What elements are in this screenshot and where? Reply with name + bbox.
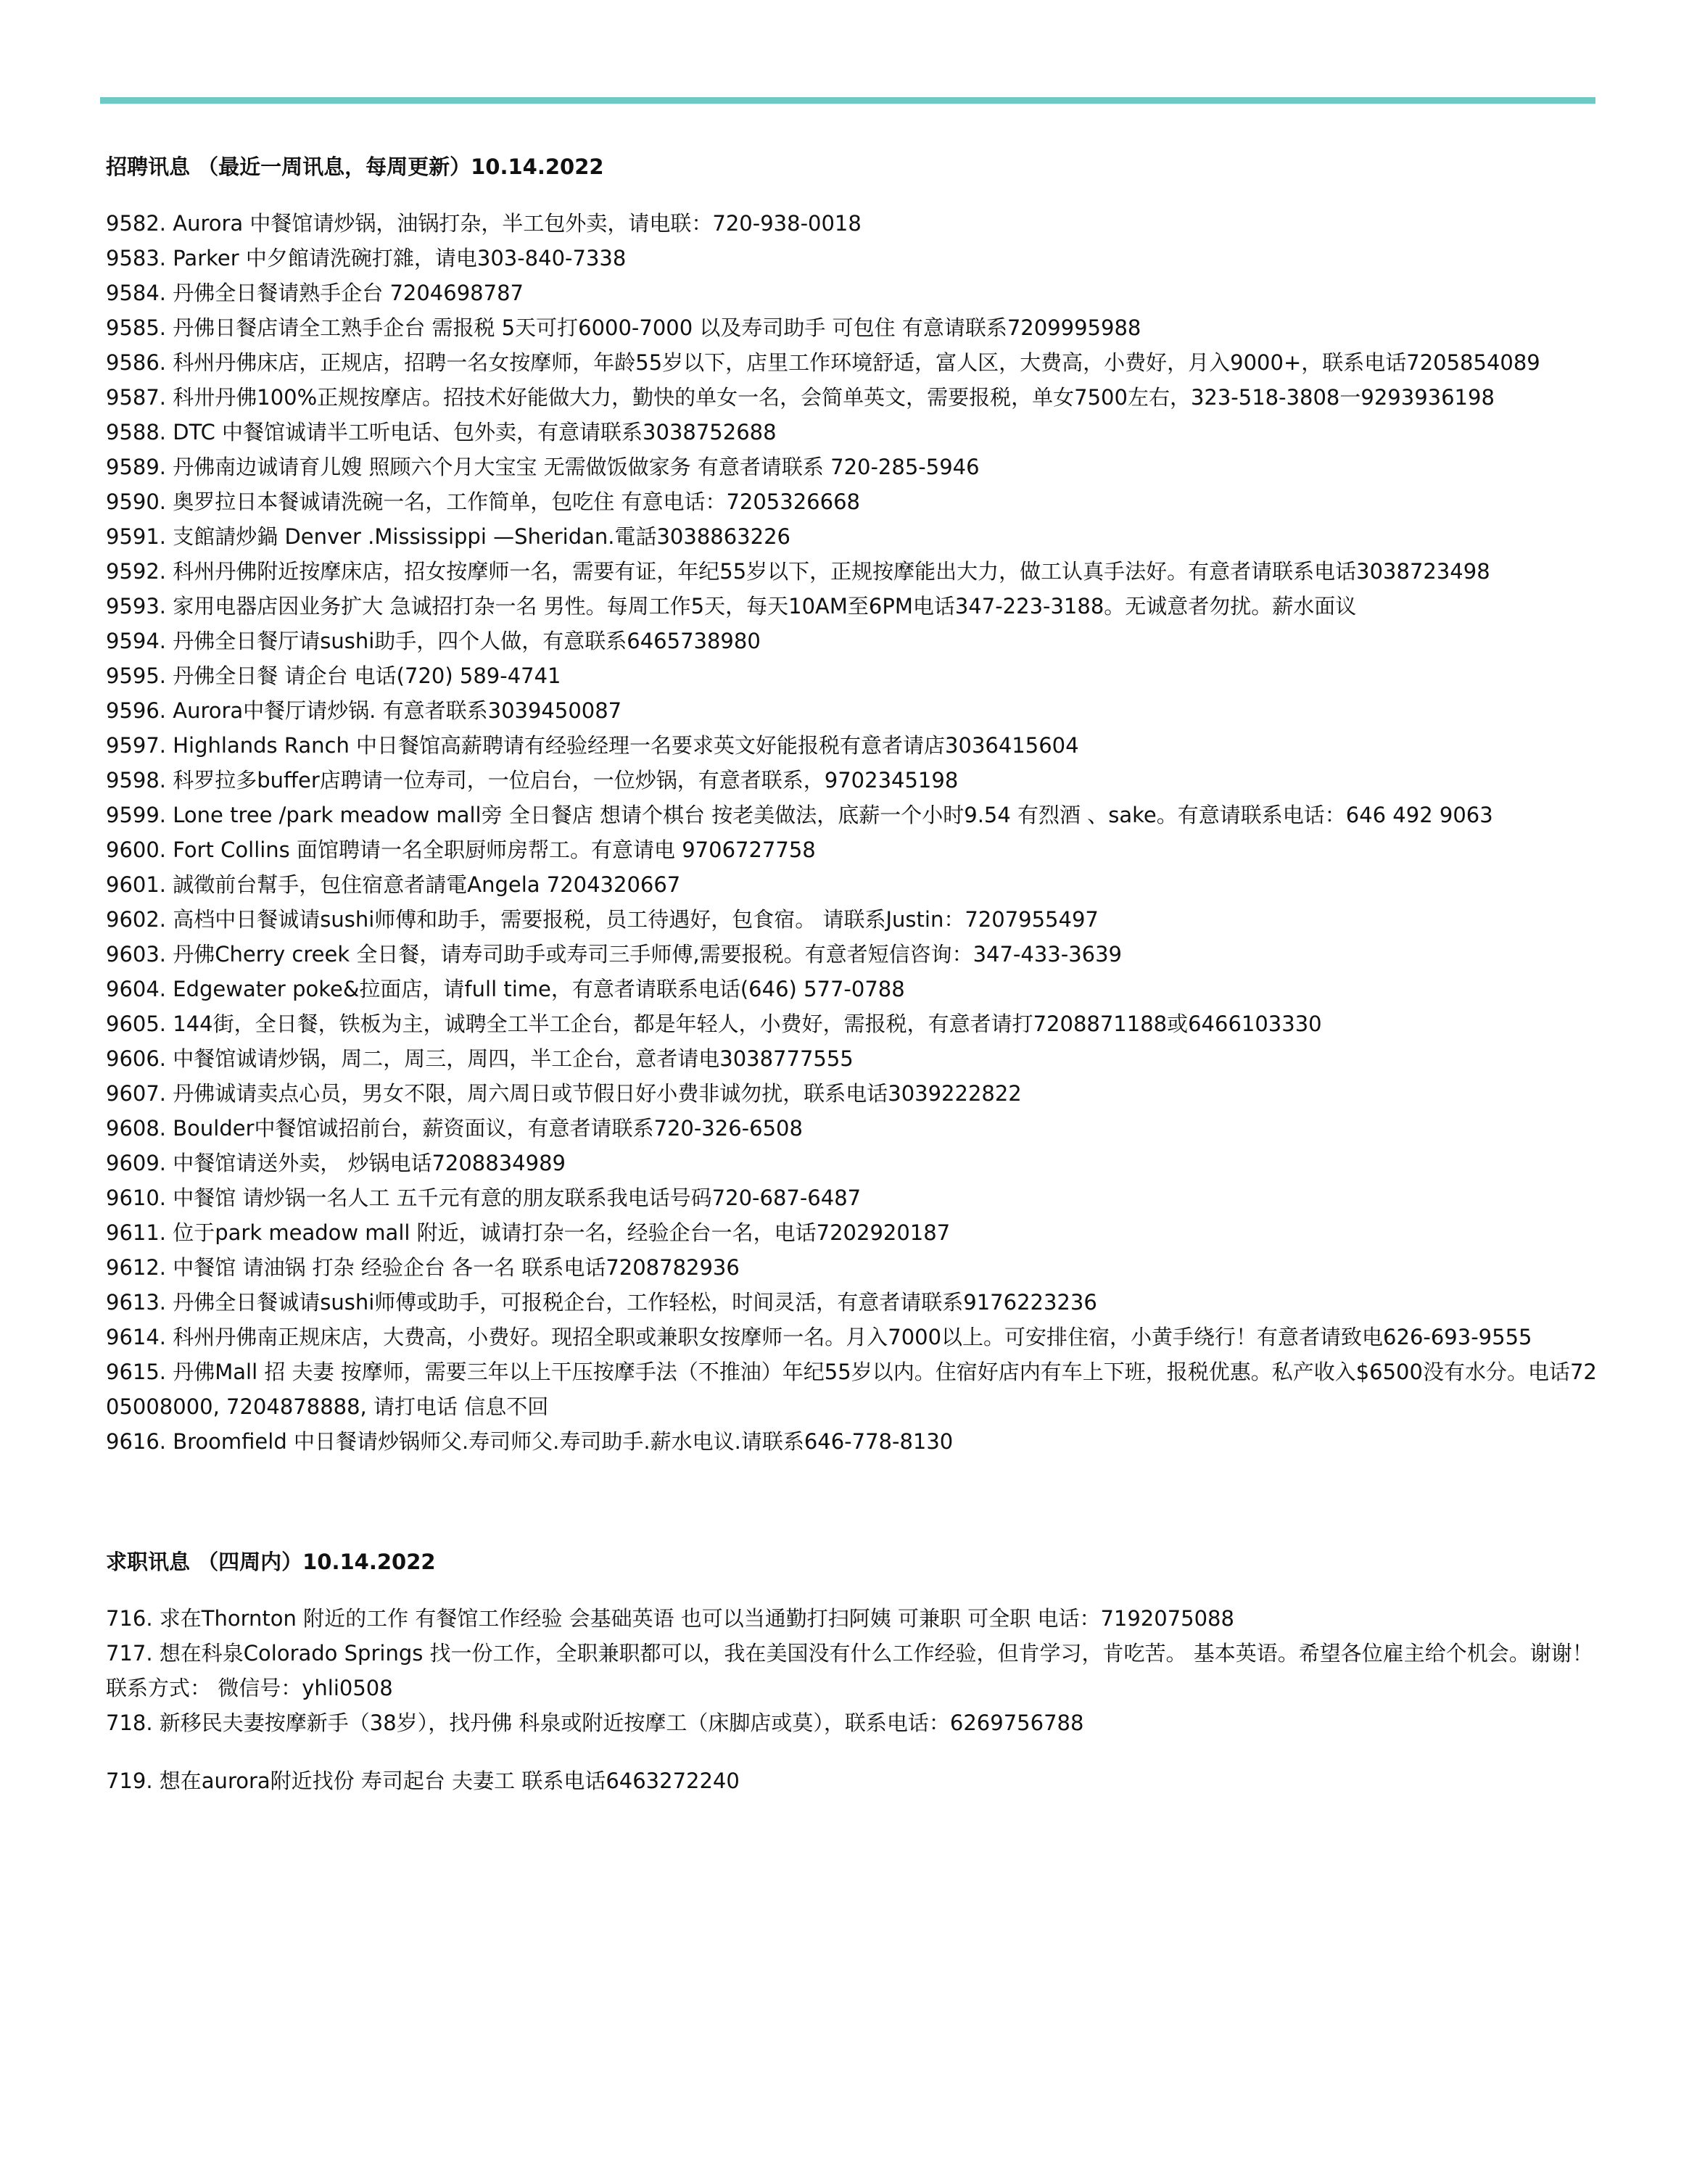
list-item: 719. 想在aurora附近找份 寿司起台 夫妻工 联系电话6463272240 — [106, 1769, 740, 1793]
section-gap — [106, 1459, 1600, 1547]
top-divider — [100, 97, 1595, 104]
list-item: 9616. Broomfield 中日餐请炒锅师父.寿司师父.寿司助手.薪水电议.请联系646-778-8130 — [106, 1429, 954, 1454]
list-item: 9601. 誠徵前台幫手，包住宿意者請電Angela 7204320667 — [106, 872, 681, 897]
list-item: 9594. 丹佛全日餐厅请sushi助手，四个人做，有意联系6465738980 — [106, 629, 761, 653]
list-item: 9590. 奥罗拉日本餐诚请洗碗一名，工作简单，包吃住 有意电话：7205326668 — [106, 489, 860, 514]
list-item: 9586. 科州丹佛床店，正规店，招聘一名女按摩师，年龄55岁以下，店里工作环境舒适，富人区，大费高，小费好，月入9000+，联系电话7205854089 — [106, 350, 1540, 375]
list-item: 9592. 科州丹佛附近按摩床店，招女按摩师一名，需要有证，年纪55岁以下，正规按摩能出大力，做工认真手法好。有意者请联系电话3038723498 — [106, 559, 1490, 584]
hiring-heading: 招聘讯息 （最近一周讯息，每周更新）10.14.2022 — [106, 154, 604, 179]
list-item: 9599. Lone tree /park meadow mall旁 全日餐店 想请个棋台 按老美做法，底薪一个小时9.54 有烈酒 、sake。有意请联系电话：646 492 9063 — [106, 803, 1493, 827]
list-item: 9602. 高档中日餐诚请sushi师傅和助手，需要报税，员工待遇好，包食宿。 请联系Justin：7207955497 — [106, 907, 1099, 932]
list-item: 9605. 144街，全日餐，铁板为主，诚聘全工半工企台，都是年轻人，小费好，需报税，有意者请打7208871188或6466103330 — [106, 1012, 1322, 1036]
list-item: 718. 新移民夫妻按摩新手（38岁），找丹佛 科泉或附近按摩工（床脚店或莫），联系电话：6269756788 — [106, 1711, 1084, 1735]
list-item: 9598. 科罗拉多buffer店聘请一位寿司，一位启台，一位炒锅，有意者联系，9702345198 — [106, 768, 959, 793]
list-item: 9603. 丹佛Cherry creek 全日餐，请寿司助手或寿司三手师傅,需要报税。有意者短信咨询：347-433-3639 — [106, 942, 1123, 967]
list-item: 9614. 科州丹佛南正规床店，大费高，小费好。现招全职或兼职女按摩师一名。月入7000以上。可安排住宿，小黄手绕行！有意者请致电626-693-9555 — [106, 1325, 1532, 1349]
entry-gap — [106, 1740, 1600, 1763]
list-item: 9609. 中餐馆请送外卖， 炒锅电话7208834989 — [106, 1151, 566, 1175]
list-item: 9583. Parker 中夕館请洗碗打雜，请电303-840-7338 — [106, 246, 627, 270]
list-item: 9612. 中餐馆 请油锅 打杂 经验企台 各一名 联系电话7208782936 — [106, 1255, 740, 1280]
list-item: 9588. DTC 中餐馆诚请半工听电话、包外卖，有意请联系3038752688 — [106, 420, 777, 444]
list-item: 9610. 中餐馆 请炒锅一名人工 五千元有意的朋友联系我电话号码720-687-6487 — [106, 1186, 862, 1210]
hiring-list — [106, 206, 1600, 1459]
list-item: 9587. 科卅丹佛100%正规按摩店。招技术好能做大力，勤快的单女一名，会简单英文，需要报税，单女7500左右，323-518-3808一9293936198 — [106, 385, 1495, 410]
list-item: 9607. 丹佛诚请卖点心员，男女不限，周六周日或节假日好小费非诚勿扰，联系电话3039222822 — [106, 1081, 1022, 1106]
list-item: 9604. Edgewater poke&拉面店，请full time，有意者请联系电话(646) 577-0788 — [106, 977, 905, 1001]
seeking-list — [106, 1601, 1600, 1798]
list-item: 9595. 丹佛全日餐 请企台 电话(720) 589-4741 — [106, 663, 561, 688]
list-item: 9593. 家用电器店因业务扩大 急诚招打杂一名 男性。每周工作5天，每天10AM至6PM电话347-223-3188。无诚意者勿扰。薪水面议 — [106, 594, 1357, 619]
list-item: 9600. Fort Collins 面馆聘请一名全职厨师房帮工。有意请电 9706727758 — [106, 837, 816, 862]
list-item: 9615. 丹佛Mall 招 夫妻 按摩师，需要三年以上干压按摩手法（不推油）年纪55岁以内。住宿好店内有车上下班，报税优惠。私产收入$6500没有水分。电话7205008000, 7204878888, 请打电话 信息不回 — [106, 1360, 1597, 1419]
list-item: 9596. Aurora中餐厅请炒锅. 有意者联系3039450087 — [106, 698, 622, 723]
list-item: 9591. 支館請炒鍋 Denver .Mississippi —Sheridan.電話3038863226 — [106, 524, 790, 549]
list-item: 9582. Aurora 中餐馆请炒锅，油锅打杂，半工包外卖，请电联：720-938-0018 — [106, 211, 862, 236]
list-item: 717. 想在科泉Colorado Springs 找一份工作，全职兼职都可以，我在美国没有什么工作经验，但肯学习，肯吃苦。 基本英语。希望各位雇主给个机会。谢谢！联系方式： 微信号：yhli0508 — [106, 1641, 1593, 1700]
list-item: 9606. 中餐馆诚请炒锅，周二，周三，周四，半工企台，意者请电3038777555 — [106, 1046, 854, 1071]
list-item: 9597. Highlands Ranch 中日餐馆高薪聘请有经验经理一名要求英文好能报税有意者请店3036415604 — [106, 733, 1079, 758]
list-item: 9608. Boulder中餐馆诚招前台，薪资面议，有意者请联系720-326-6508 — [106, 1116, 803, 1141]
list-item: 9611. 位于park meadow mall 附近，诚请打杂一名，经验企台一名，电话7202920187 — [106, 1220, 951, 1245]
list-item: 9585. 丹佛日餐店请全工熟手企台 需报税 5天可打6000-7000 以及寿司助手 可包住 有意请联系7209995988 — [106, 315, 1141, 340]
list-item: 9589. 丹佛南边诚请育儿嫂 照顾六个月大宝宝 无需做饭做家务 有意者请联系 720-285-5946 — [106, 455, 980, 479]
list-item: 716. 求在Thornton 附近的工作 有餐馆工作经验 会基础英语 也可以当通勤打扫阿姨 可兼职 可全职 电话：7192075088 — [106, 1606, 1234, 1631]
document-body — [106, 152, 1600, 1798]
list-item: 9613. 丹佛全日餐诚请sushi师傅或助手，可报税企台，工作轻松，时间灵活，有意者请联系9176223236 — [106, 1290, 1097, 1315]
list-item: 9584. 丹佛全日餐请熟手企台 7204698787 — [106, 281, 524, 305]
seeking-heading: 求职讯息 （四周内）10.14.2022 — [106, 1550, 436, 1574]
